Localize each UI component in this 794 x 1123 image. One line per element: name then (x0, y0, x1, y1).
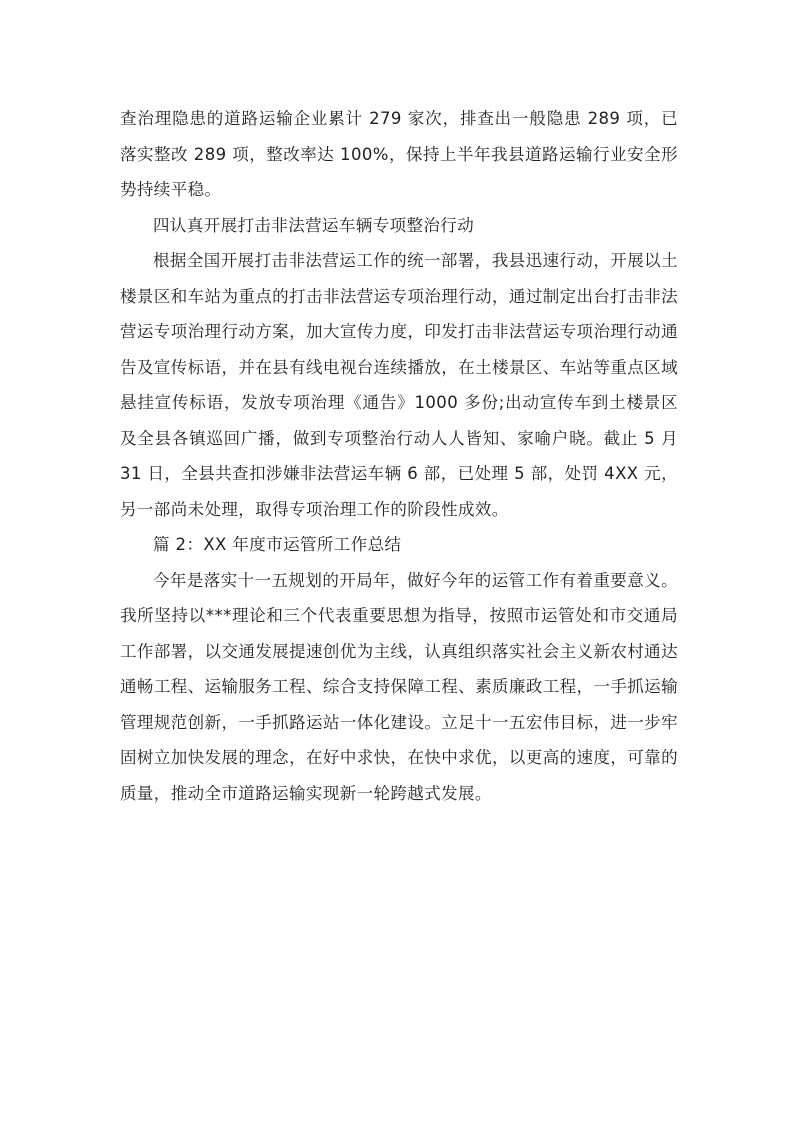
paragraph-annual-summary: 今年是落实十一五规划的开局年，做好今年的运管工作有着重要意义。我所坚持以***理论和三个代表重要思想为指导，按照市运管处和市交通局工作部署，以交通发展提速创优为主线，认真组织落实社会主义新农村通达通畅工程、运输服务工程、综合支持保障工程、素质廉政工程，一手抓运输管理规范创新，一手抓路运站一体化建设。立足十一五宏伟目标，进一步牢固树立加快发展的理念，在好中求快，在快中求优，以更高的速度，可靠的质量，推动全市道路运输实现新一轮跨越式发展。 (120, 570, 678, 803)
paragraph-illegal-operation: 根据全国开展打击非法营运工作的统一部署，我县迅速行动，开展以土楼景区和车站为重点的打击非法营运专项治理行动，通过制定出台打击非法营运专项治理行动方案，加大宣传力度，印发打击非法营运专项治理行动通告及宣传标语，并在县有线电视台连续播放，在土楼景区、车站等重点区域悬挂宣传标语，发放专项治理《通告》1000 多份;出动宣传车到土楼景区及全县各镇巡回广播，做到专项整治行动人人皆知、家喻户晓。截止 5 月 31 日，全县共查扣涉嫌非法营运车辆 6 部，已处理 5 部，处罚 4XX 元，另一部尚未处理，取得专项治理工作的阶段性成效。 (120, 251, 678, 519)
document-body (120, 101, 678, 811)
paragraph-continuation: 查治理隐患的道路运输企业累计 279 家次，排查出一般隐患 289 项，已落实整改 289 项，整改率达 100%，保持上半年我县道路运输行业安全形势持续平稳。 (120, 109, 678, 199)
section-heading-4: 四认真开展打击非法营运车辆专项整治行动 (153, 215, 475, 235)
article-title: 篇 2：XX 年度市运管所工作总结 (153, 535, 402, 554)
